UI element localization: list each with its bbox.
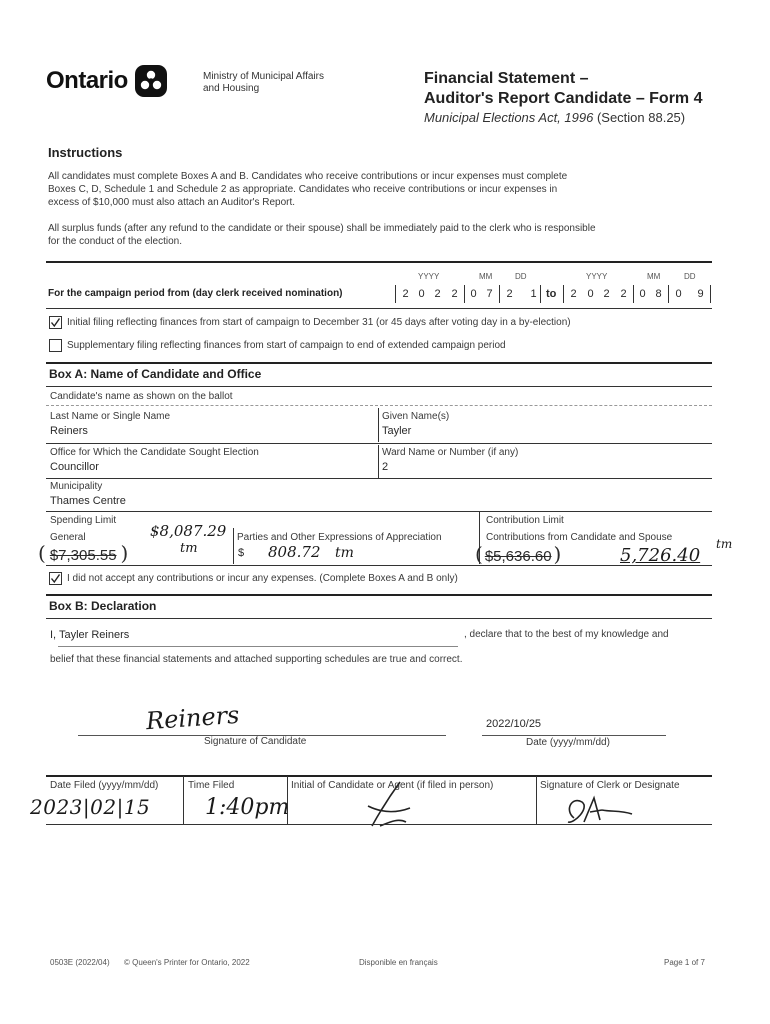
box-a-top-rule <box>46 362 712 364</box>
date-line <box>482 735 666 736</box>
instructions-heading: Instructions <box>48 145 123 160</box>
ward-label: Ward Name or Number (if any) <box>382 447 519 458</box>
agent-initial-scribble[interactable] <box>362 778 422 837</box>
page-number: Page 1 of 7 <box>664 958 705 967</box>
time-filed-label: Time Filed <box>188 780 235 791</box>
declaration-line-2: belief that these financial statements and attached supporting schedules are true and correct. <box>50 654 463 665</box>
contributions-value[interactable] <box>475 542 561 566</box>
name-bottom-rule <box>46 443 712 444</box>
from-digit: 7 <box>486 288 493 300</box>
from-dd-label: DD <box>515 272 527 281</box>
to-mm-label: MM <box>647 272 661 281</box>
filed-bottom-rule <box>46 824 712 825</box>
to-digit: 0 <box>639 288 646 300</box>
agent-initial-label: Initial of Candidate or Agent (if filed in person) <box>291 780 494 791</box>
to-digit: 2 <box>620 288 627 300</box>
last-name-label: Last Name or Single Name <box>50 411 171 422</box>
box-a-heading: Box A: Name of Candidate and Office <box>49 367 262 381</box>
date-filed-value[interactable]: 2023|02|15 <box>30 795 151 819</box>
contributions-handwritten-amount: 5,726.40 <box>620 545 701 566</box>
municipality-value[interactable]: Thames Centre <box>50 495 126 507</box>
trillium-icon <box>134 64 168 98</box>
date-label: Date (yyyy/mm/dd) <box>526 737 610 748</box>
form-title-line-1: Financial Statement – <box>424 70 589 87</box>
to-digit: 9 <box>697 288 704 300</box>
instructions-line: All surplus funds (after any refund to the candidate or their spouse) shall be immediately paid to the clerk who is responsible <box>48 223 596 234</box>
from-digit: 2 <box>434 288 441 300</box>
from-digit: 0 <box>418 288 425 300</box>
initial-filing-label: Initial filing reflecting finances from start of campaign to December 31 (or 45 days after voting day in a by-election) <box>67 317 571 328</box>
candidate-signature[interactable]: Reiners <box>145 700 241 736</box>
to-digit: 0 <box>587 288 594 300</box>
from-digit: 1 <box>530 288 537 300</box>
signature-label: Signature of Candidate <box>204 736 307 747</box>
to-dd-label: DD <box>684 272 696 281</box>
parties-label: Parties and Other Expressions of Appreciation <box>237 532 442 543</box>
box-a-heading-rule <box>46 386 712 387</box>
act-reference <box>424 110 685 125</box>
form-code: 0503E (2022/04) <box>50 958 110 967</box>
spending-limit-label: Spending Limit <box>50 515 117 526</box>
close-paren: ) <box>120 541 129 565</box>
clerk-signature-scribble[interactable] <box>560 788 640 833</box>
general-amount-struck: $7,305.55 <box>49 547 117 564</box>
time-filed-value[interactable]: 1:40pm <box>205 795 290 820</box>
ministry-line-2: and Housing <box>203 83 260 94</box>
box-b-top-rule <box>46 594 712 596</box>
instructions-line: for the conduct of the election. <box>48 236 182 247</box>
form-title <box>424 69 703 109</box>
to-digit: 0 <box>675 288 682 300</box>
open-paren: ( <box>38 541 46 565</box>
contributions-label: Contributions from Candidate and Spouse <box>486 532 673 543</box>
parties-initials: tm <box>335 545 354 561</box>
instructions-para-1 <box>48 170 728 209</box>
instructions-line: excess of $10,000 must also attach an Auditor's Report. <box>48 197 296 208</box>
given-name-value[interactable]: Tayler <box>382 425 412 437</box>
from-mm-label: MM <box>479 272 493 281</box>
no-contributions-label: I did not accept any contributions or incur any expenses. (Complete Boxes A and B only) <box>67 573 458 584</box>
parties-dollar: $ <box>238 547 245 559</box>
municipality-bottom-rule <box>46 511 712 512</box>
filed-divider-3 <box>536 776 537 824</box>
contribution-limit-label: Contribution Limit <box>486 515 564 526</box>
general-initials: tm <box>180 541 198 556</box>
date-filed-label: Date Filed (yyyy/mm/dd) <box>50 780 159 791</box>
box-b-heading: Box B: Declaration <box>49 599 157 613</box>
filed-divider-1 <box>183 776 184 824</box>
general-value[interactable] <box>38 541 128 565</box>
declaration-date[interactable]: 2022/10/25 <box>486 718 542 730</box>
name-divider <box>378 408 379 442</box>
municipality-label: Municipality <box>50 481 103 492</box>
contributions-amount-struck: $5,636.60 <box>484 548 552 565</box>
to-digit: 2 <box>603 288 610 300</box>
ballot-name-label: Candidate's name as shown on the ballot <box>50 391 233 402</box>
office-value[interactable]: Councillor <box>50 461 99 473</box>
general-handwritten-amount: $8,087.29 <box>150 522 227 540</box>
period-top-rule <box>46 261 712 263</box>
supplementary-filing-checkbox[interactable] <box>49 339 62 352</box>
from-digit: 2 <box>506 288 513 300</box>
to-digit: 8 <box>655 288 662 300</box>
ministry-name <box>203 71 324 95</box>
office-label: Office for Which the Candidate Sought Election <box>50 447 259 458</box>
ministry-line-1: Ministry of Municipal Affairs <box>203 71 324 82</box>
instructions-line: All candidates must complete Boxes A and B. Candidates who receive contributions or incur expenses must complete <box>48 171 568 182</box>
no-contributions-checkbox[interactable] <box>49 572 62 585</box>
from-digit: 2 <box>451 288 458 300</box>
last-name-value[interactable]: Reiners <box>50 425 88 437</box>
act-name: Municipal Elections Act, 1996 <box>424 110 594 125</box>
french-availability: Disponible en français <box>359 958 438 967</box>
filed-divider-2 <box>287 776 288 824</box>
period-bottom-rule <box>46 308 712 309</box>
declarant-underline <box>58 646 458 647</box>
clerk-signature-label: Signature of Clerk or Designate <box>540 780 680 791</box>
ontario-logo <box>46 64 168 98</box>
contributions-initials: tm <box>716 537 733 551</box>
ontario-wordmark: Ontario <box>46 67 128 94</box>
to-digit: 2 <box>570 288 577 300</box>
open-paren: ( <box>475 542 483 566</box>
declaration-tail: , declare that to the best of my knowledge and <box>464 629 669 640</box>
office-bottom-rule <box>46 478 712 479</box>
supplementary-filing-label: Supplementary filing reflecting finances from start of campaign to end of extended campaign period <box>67 340 506 351</box>
copyright: © Queen's Printer for Ontario, 2022 <box>124 958 250 967</box>
given-name-label: Given Name(s) <box>382 411 450 422</box>
spending-divider <box>233 528 234 564</box>
office-divider <box>378 445 379 478</box>
from-yyyy-label: YYYY <box>418 272 440 281</box>
instructions-para-2 <box>48 222 738 248</box>
declarant-name[interactable]: I, Tayler Reiners <box>50 629 130 641</box>
period-to-label: to <box>546 288 557 300</box>
to-yyyy-label: YYYY <box>586 272 608 281</box>
general-label: General <box>50 532 86 543</box>
limits-bottom-rule <box>46 565 712 566</box>
period-label: For the campaign period from (day clerk received nomination) <box>48 288 343 299</box>
ballot-name-rule <box>46 405 712 406</box>
act-section: (Section 88.25) <box>593 110 686 125</box>
instructions-line: Boxes C, D, Schedule 1 and Schedule 2 as appropriate. Candidates who receive contributions or incur expenses in <box>48 184 558 195</box>
filed-top-rule <box>46 775 712 777</box>
form-title-line-2: Auditor's Report Candidate – Form 4 <box>424 90 703 107</box>
parties-value[interactable]: 808.72 <box>268 543 321 561</box>
from-digit: 2 <box>402 288 409 300</box>
ward-value[interactable]: 2 <box>382 461 389 473</box>
initial-filing-checkbox[interactable] <box>49 316 62 329</box>
close-paren: ) <box>553 542 562 566</box>
box-b-heading-rule <box>46 618 712 619</box>
from-digit: 0 <box>470 288 477 300</box>
